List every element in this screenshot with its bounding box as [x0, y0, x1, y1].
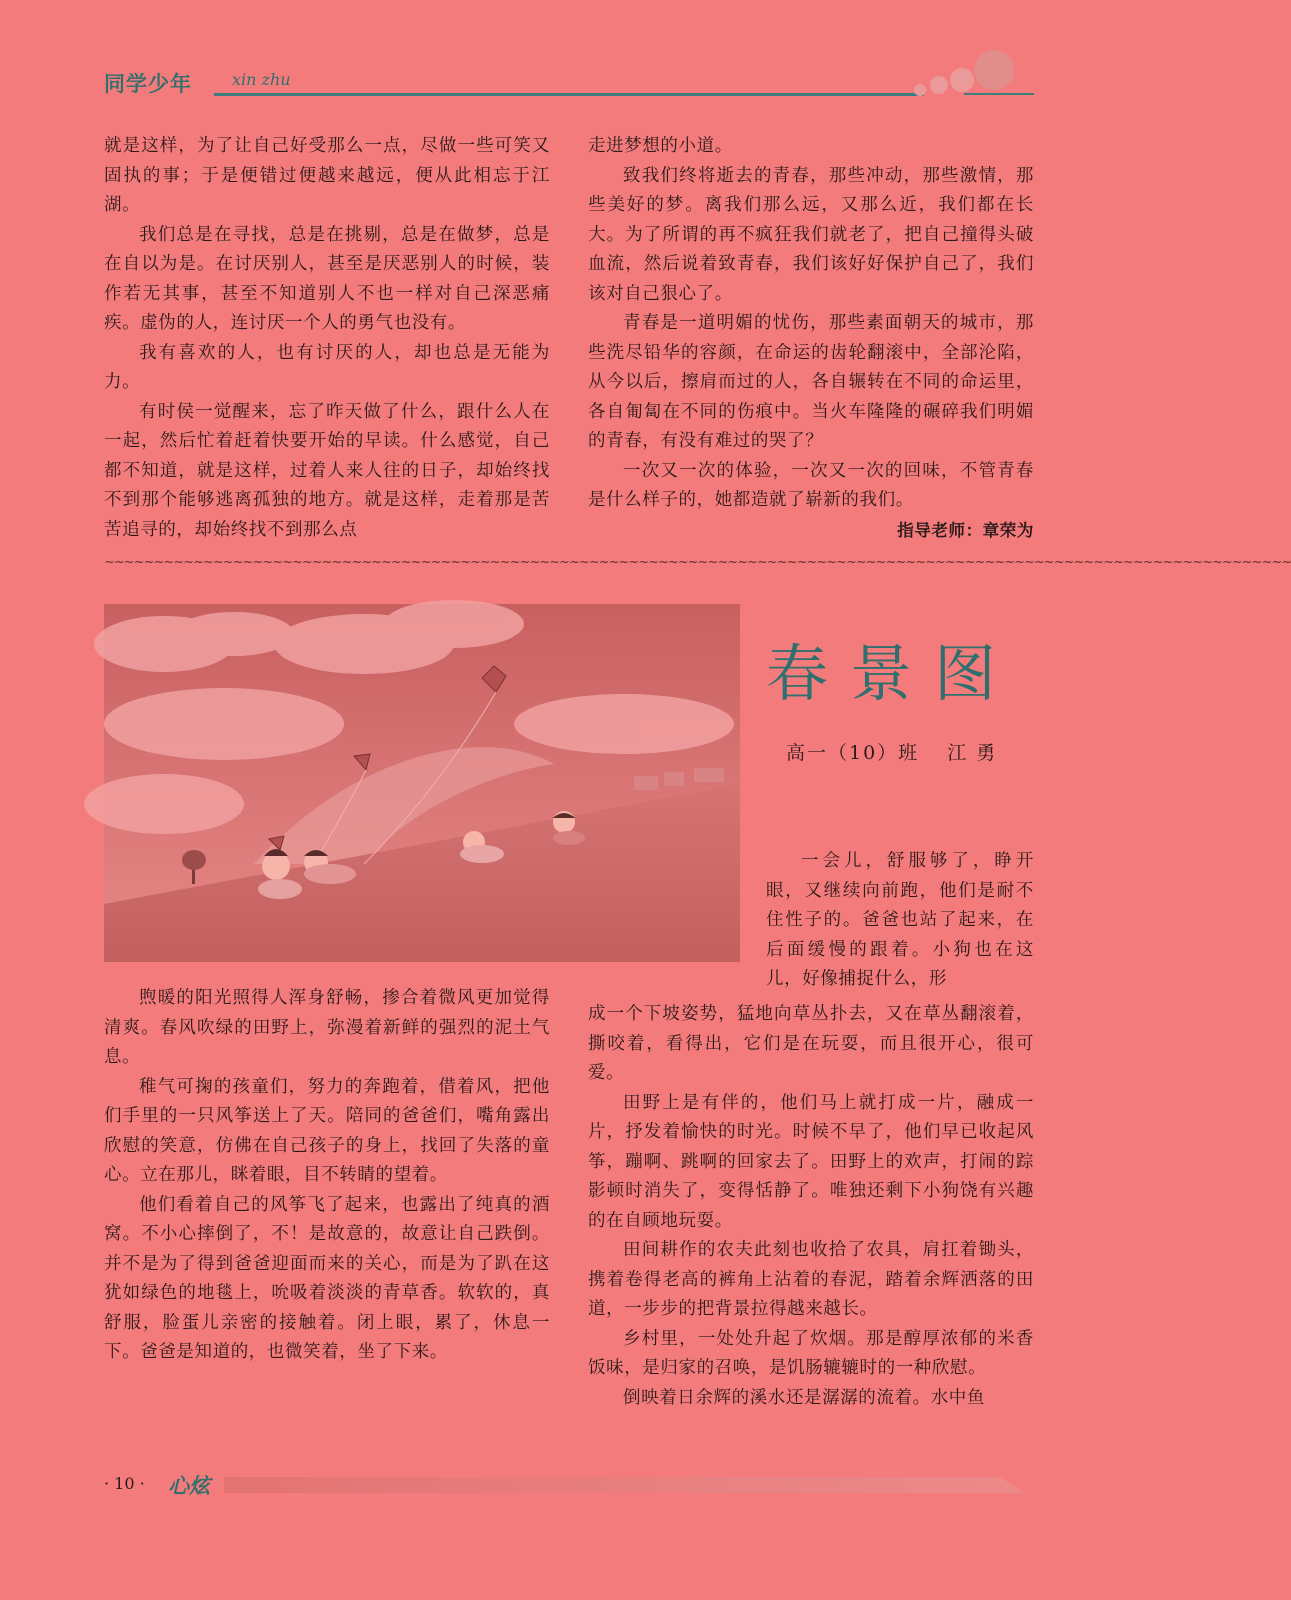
paragraph: 青春是一道明媚的忧伤，那些素面朝天的城市，那些洗尽铅华的容颜，在命运的齿轮翻滚中，全部沦陷，从今以后，擦肩而过的人，各自辗转在不同的命运里，各自匍匐在不同的伤痕中。当火车隆隆的碾碎我们明媚的青春，有没有难过的哭了？ — [588, 313, 1034, 451]
paragraph: 煦暖的阳光照得人浑身舒畅，掺合着微风更加觉得清爽。春风吹绿的田野上，弥漫着新鲜的强烈的泥土气息。 — [104, 988, 550, 1067]
section-subtitle: xin zhu — [232, 70, 291, 89]
section-title: 同学少年 — [104, 72, 192, 96]
paragraph: 我有喜欢的人，也有讨厌的人，却也总是无能为力。 — [104, 342, 550, 392]
top-article-right-column — [588, 132, 1034, 545]
page-number: · 10 · — [104, 1474, 145, 1493]
paragraph: 就是这样，为了让自己好受那么一点，尽做一些可笑又固执的事；于是便错过便越来越远，便从此相忘于江湖。 — [104, 136, 550, 215]
byline — [786, 738, 1025, 765]
paragraph: 田野上是有伴的，他们马上就打成一片，融成一片，抒发着愉快的时光。时候不早了，他们早已收起风筝，蹦啊、跳啊的回家去了。田野上的欢声，打闹的踪影顿时消失了，变得恬静了。唯独还剩下小狗饶有兴趣的在自顾地玩耍。 — [588, 1092, 1034, 1231]
paragraph: 成一个下坡姿势，猛地向草丛扑去，又在草丛翻滚着，撕咬着，看得出，它们是在玩耍，而且很开心，很可爱。 — [588, 1004, 1034, 1083]
page-footer — [104, 1474, 1034, 1504]
decorative-divider: ~~~~~~~~~~~~~~~~~~~~~~~~~~~~~~~~~~~~~~~~~~~~~~~~~~~~~~~~~~~~~~~~~~~~~~~~~~~~~~~~~~~~~~~~~~~~~~~~~~~~~~~~~~~~~~~~~~~~~~~~ — [104, 555, 1291, 570]
article-title: 春景图 — [766, 637, 1019, 710]
spring-kite-illustration — [104, 604, 740, 962]
paragraph: 田间耕作的农夫此刻也收拾了农具，肩扛着锄头，携着卷得老高的裤角上沾着的春泥，踏着余辉洒落的田道，一步步的把背景拉得越来越长。 — [588, 1240, 1034, 1319]
paragraph: 乡村里，一处处升起了炊烟。那是醇厚浓郁的米香饭味，是归家的召唤，是饥肠辘辘时的一种欣慰。 — [588, 1328, 1034, 1378]
paragraph: 致我们终将逝去的青春，那些冲动，那些激情，那些美好的梦。离我们那么远，又那么近，我们都在长大。为了所谓的再不疯狂我们就老了，把自己撞得头破血流，然后说着致青春，我们该好好保护自己了，我们该对自己狠心了。 — [588, 165, 1034, 304]
byline-author: 江 勇 — [947, 742, 998, 764]
article-right-column — [588, 1000, 1034, 1413]
magazine-name: 心炫 — [168, 1473, 210, 1498]
article-left-column — [104, 984, 550, 1368]
paragraph: 一次又一次的体验，一次又一次的回味，不管青春是什么样子的，她都造就了崭新的我们。 — [588, 460, 1034, 510]
byline-class: 高一（10）班 — [786, 742, 920, 764]
paragraph: 稚气可掬的孩童们，努力的奔跑着，借着风，把他们手里的一只风筝送上了天。陪同的爸爸们，嘴角露出欣慰的笑意，仿佛在自己孩子的身上，找回了失落的童心。立在那儿，眯着眼，目不转睛的望着。 — [104, 1076, 550, 1185]
header-decor-dot — [930, 76, 948, 94]
paragraph: 有时侯一觉醒来，忘了昨天做了什么，跟什么人在一起，然后忙着赶着快要开始的早读。什么感觉，自己都不知道，就是这样，过着人来人往的日子，却始终找不到那个能够逃离孤独的地方。就是这样，走着那是苦苦追寻的，却始终找不到那么点 — [104, 401, 550, 540]
header-rule-end — [964, 93, 1034, 95]
header-decor-dot — [974, 50, 1014, 90]
paragraph: 他们看着自己的风筝飞了起来，也露出了纯真的酒窝。不小心摔倒了，不！是故意的，故意让自己跌倒。并不是为了得到爸爸迎面而来的关心，而是为了趴在这犹如绿色的地毯上，吮吸着淡淡的青草香。软软的，真舒服，脸蛋儿亲密的接触着。闭上眼，累了，休息一下。爸爸是知道的，也微笑着，坐了下来。 — [104, 1194, 550, 1362]
article-right-top-block — [766, 847, 1034, 995]
paragraph: 我们总是在寻找，总是在挑剔，总是在做梦，总是在自以为是。在讨厌别人，甚至是厌恶别人的时候，装作若无其事，甚至不知道别人不也一样对自己深恶痛疾。虚伪的人，连讨厌一个人的勇气也没有。 — [104, 224, 550, 333]
page-header — [104, 66, 1034, 106]
teacher-credit: 指导老师：章荣为 — [897, 520, 1034, 540]
header-decor-dot — [950, 68, 974, 92]
footer-bar — [224, 1477, 1024, 1493]
header-decor-dot — [914, 84, 926, 96]
paragraph: 一会儿，舒服够了，睁开眼，又继续向前跑，他们是耐不住性子的。爸爸也站了起来，在后面缓慢的跟着。小狗也在这儿，好像捕捉什么，形 — [766, 851, 1034, 989]
paragraph: 倒映着日余辉的溪水还是潺潺的流着。水中鱼 — [623, 1387, 985, 1408]
paragraph: 走进梦想的小道。 — [588, 136, 733, 156]
top-article-left-column — [104, 132, 550, 545]
header-rule — [214, 93, 924, 96]
